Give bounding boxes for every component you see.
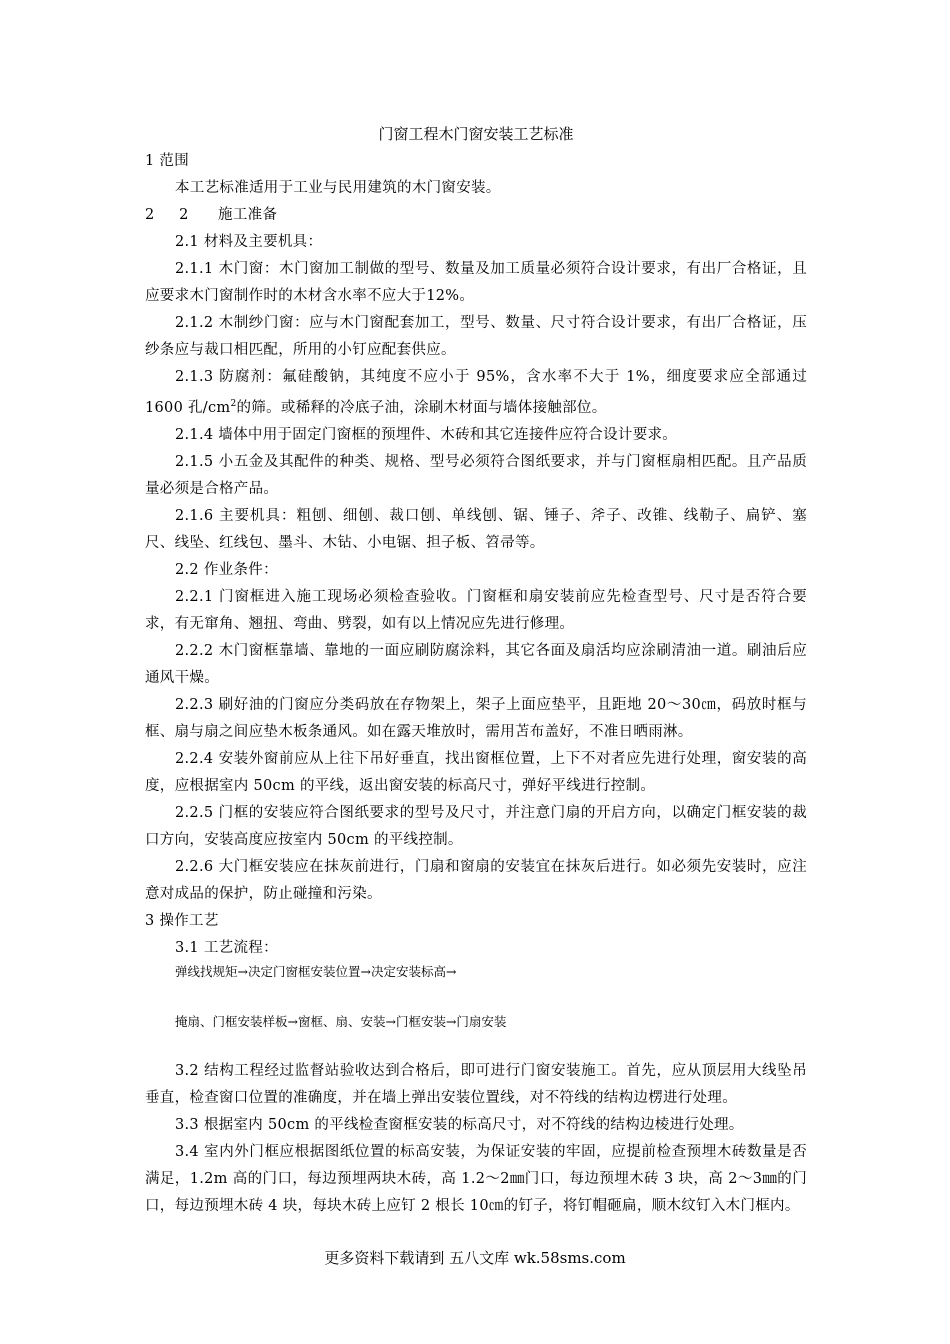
paragraph-2-1-3-a: 2.1.3 防腐剂：氟硅酸钠，其纯度不应小于 95%，含水率不大于 1%，细度要求应全部通过 1600 孔/cm [145,369,807,416]
paragraph-2-2-2: 2.2.2 木门窗框靠墙、靠地的一面应刷防腐涂料，其它各面及扇活均应涂刷清油一道。刷油后应通风干燥。 [145,642,807,686]
paragraph-2-1-6: 2.1.6 主要机具：粗刨、细刨、裁口刨、单线刨、锯、锤子、斧子、改锥、线勒子、扁铲、塞尺、线坠、红线包、墨斗、木钻、小电锯、担子板、笤帚等。 [145,507,807,551]
paragraph-2-1-3 [145,364,807,422]
process-flow-line-1: 弹线找规矩→决定门窗框安装位置→决定安装标高→ [175,963,457,979]
superscript-2: 2 [230,399,237,409]
document-body [145,120,807,1220]
section-2-1-heading: 2.1 材料及主要机具： [175,234,323,250]
section-2-heading: 2 2 施工准备 [145,207,278,223]
paragraph-2-1-2: 2.1.2 木制纱门窗：应与木门窗配套加工，型号、数量、尺寸符合设计要求，有出厂合格证，压纱条应与裁口相匹配，所用的小钉应配套供应。 [145,315,807,358]
paragraph-2-2-3: 2.2.3 刷好油的门窗应分类码放在存物架上，架子上面应垫平，且距地 20～30㎝，码放时框与框、扇与扇之间应垫木板条通风。如在露天堆放时，需用苫布盖好，不准日晒雨淋。 [145,696,807,740]
paragraph-3-3: 3.3 根据室内 50cm 的平线检查窗框安装的标高尺寸，对不符线的结构边棱进行处理。 [175,1116,744,1133]
paragraph-2-2-5: 2.2.5 门框的安装应符合图纸要求的型号及尺寸，并注意门扇的开启方向，以确定门框安装的裁口方向，安装高度应按室内 50cm 的平线控制。 [145,804,807,848]
paragraph-2-1-1: 2.1.1 木门窗：木门窗加工制做的型号、数量及加工质量必须符合设计要求，有出厂合格证，且应要求木门窗制作时的木材含水率不应大于12%。 [145,261,807,304]
paragraph-3-2: 3.2 结构工程经过监督站验收达到合格后，即可进行门窗安装施工。首先，应从顶层用大线坠吊垂直，检查窗口位置的准确度，并在墙上弹出安装位置线，对不符线的结构边楞进行处理。 [145,1062,807,1106]
section-2-2-heading: 2.2 作业条件： [175,561,278,578]
process-flow-line-2: 掩扇、门框安装样板→窗框、扇、安装→门框安装→门扇安装 [175,1013,507,1029]
section-1-text: 本工艺标准适用于工业与民用建筑的木门窗安装。 [175,180,501,196]
paragraph-2-1-4: 2.1.4 墙体中用于固定门窗框的预埋件、木砖和其它连接件应符合设计要求。 [175,426,678,443]
footer-download-note: 更多资料下载请到 五八文库 wk.58sms.com [324,1249,626,1267]
paragraph-2-1-3-b: 的筛。或稀释的冷底子油，涂刷木材面与墙体接触部位。 [236,399,607,416]
paragraph-2-2-4: 2.2.4 安装外窗前应从上往下吊好垂直，找出窗框位置，上下不对者应先进行处理，窗安装的高度，应根据室内 50cm 的平线，返出窗安装的标高尺寸，弹好平线进行控制。 [145,750,807,794]
section-3-heading: 3 操作工艺 [145,912,219,929]
paragraph-2-2-6: 2.2.6 大门框安装应在抹灰前进行，门扇和窗扇的安装宜在抹灰后进行。如必须先安装时，应注意对成品的保护，防止碰撞和污染。 [145,858,807,902]
section-1-heading: 1 范围 [145,153,190,169]
paragraph-2-2-1: 2.2.1 门窗框进入施工现场必须检查验收。门窗框和扇安装前应先检查型号、尺寸是否符合要求，有无窜角、翘扭、弯曲、劈裂，如有以上情况应先进行修理。 [145,588,807,632]
section-3-1-heading: 3.1 工艺流程： [175,939,278,956]
paragraph-2-1-5: 2.1.5 小五金及其配件的种类、规格、型号必须符合图纸要求，并与门窗框扇相匹配。且产品质量必须是合格产品。 [145,453,807,497]
page-title: 门窗工程木门窗安装工艺标准 [378,125,574,143]
paragraph-3-4: 3.4 室内外门框应根据图纸位置的标高安装，为保证安装的牢固，应提前检查预埋木砖数量是否满足，1.2m 高的门口，每边预埋两块木砖，高 1.2～2㎜门口，每边预埋木砖 3 块，高 2～3㎜的门口，每边预埋木砖 4 块，每块木砖上应钉 2 根长 10㎝的钉子，将钉帽砸扁，顺木纹钉入木门框内。 [145,1143,807,1214]
